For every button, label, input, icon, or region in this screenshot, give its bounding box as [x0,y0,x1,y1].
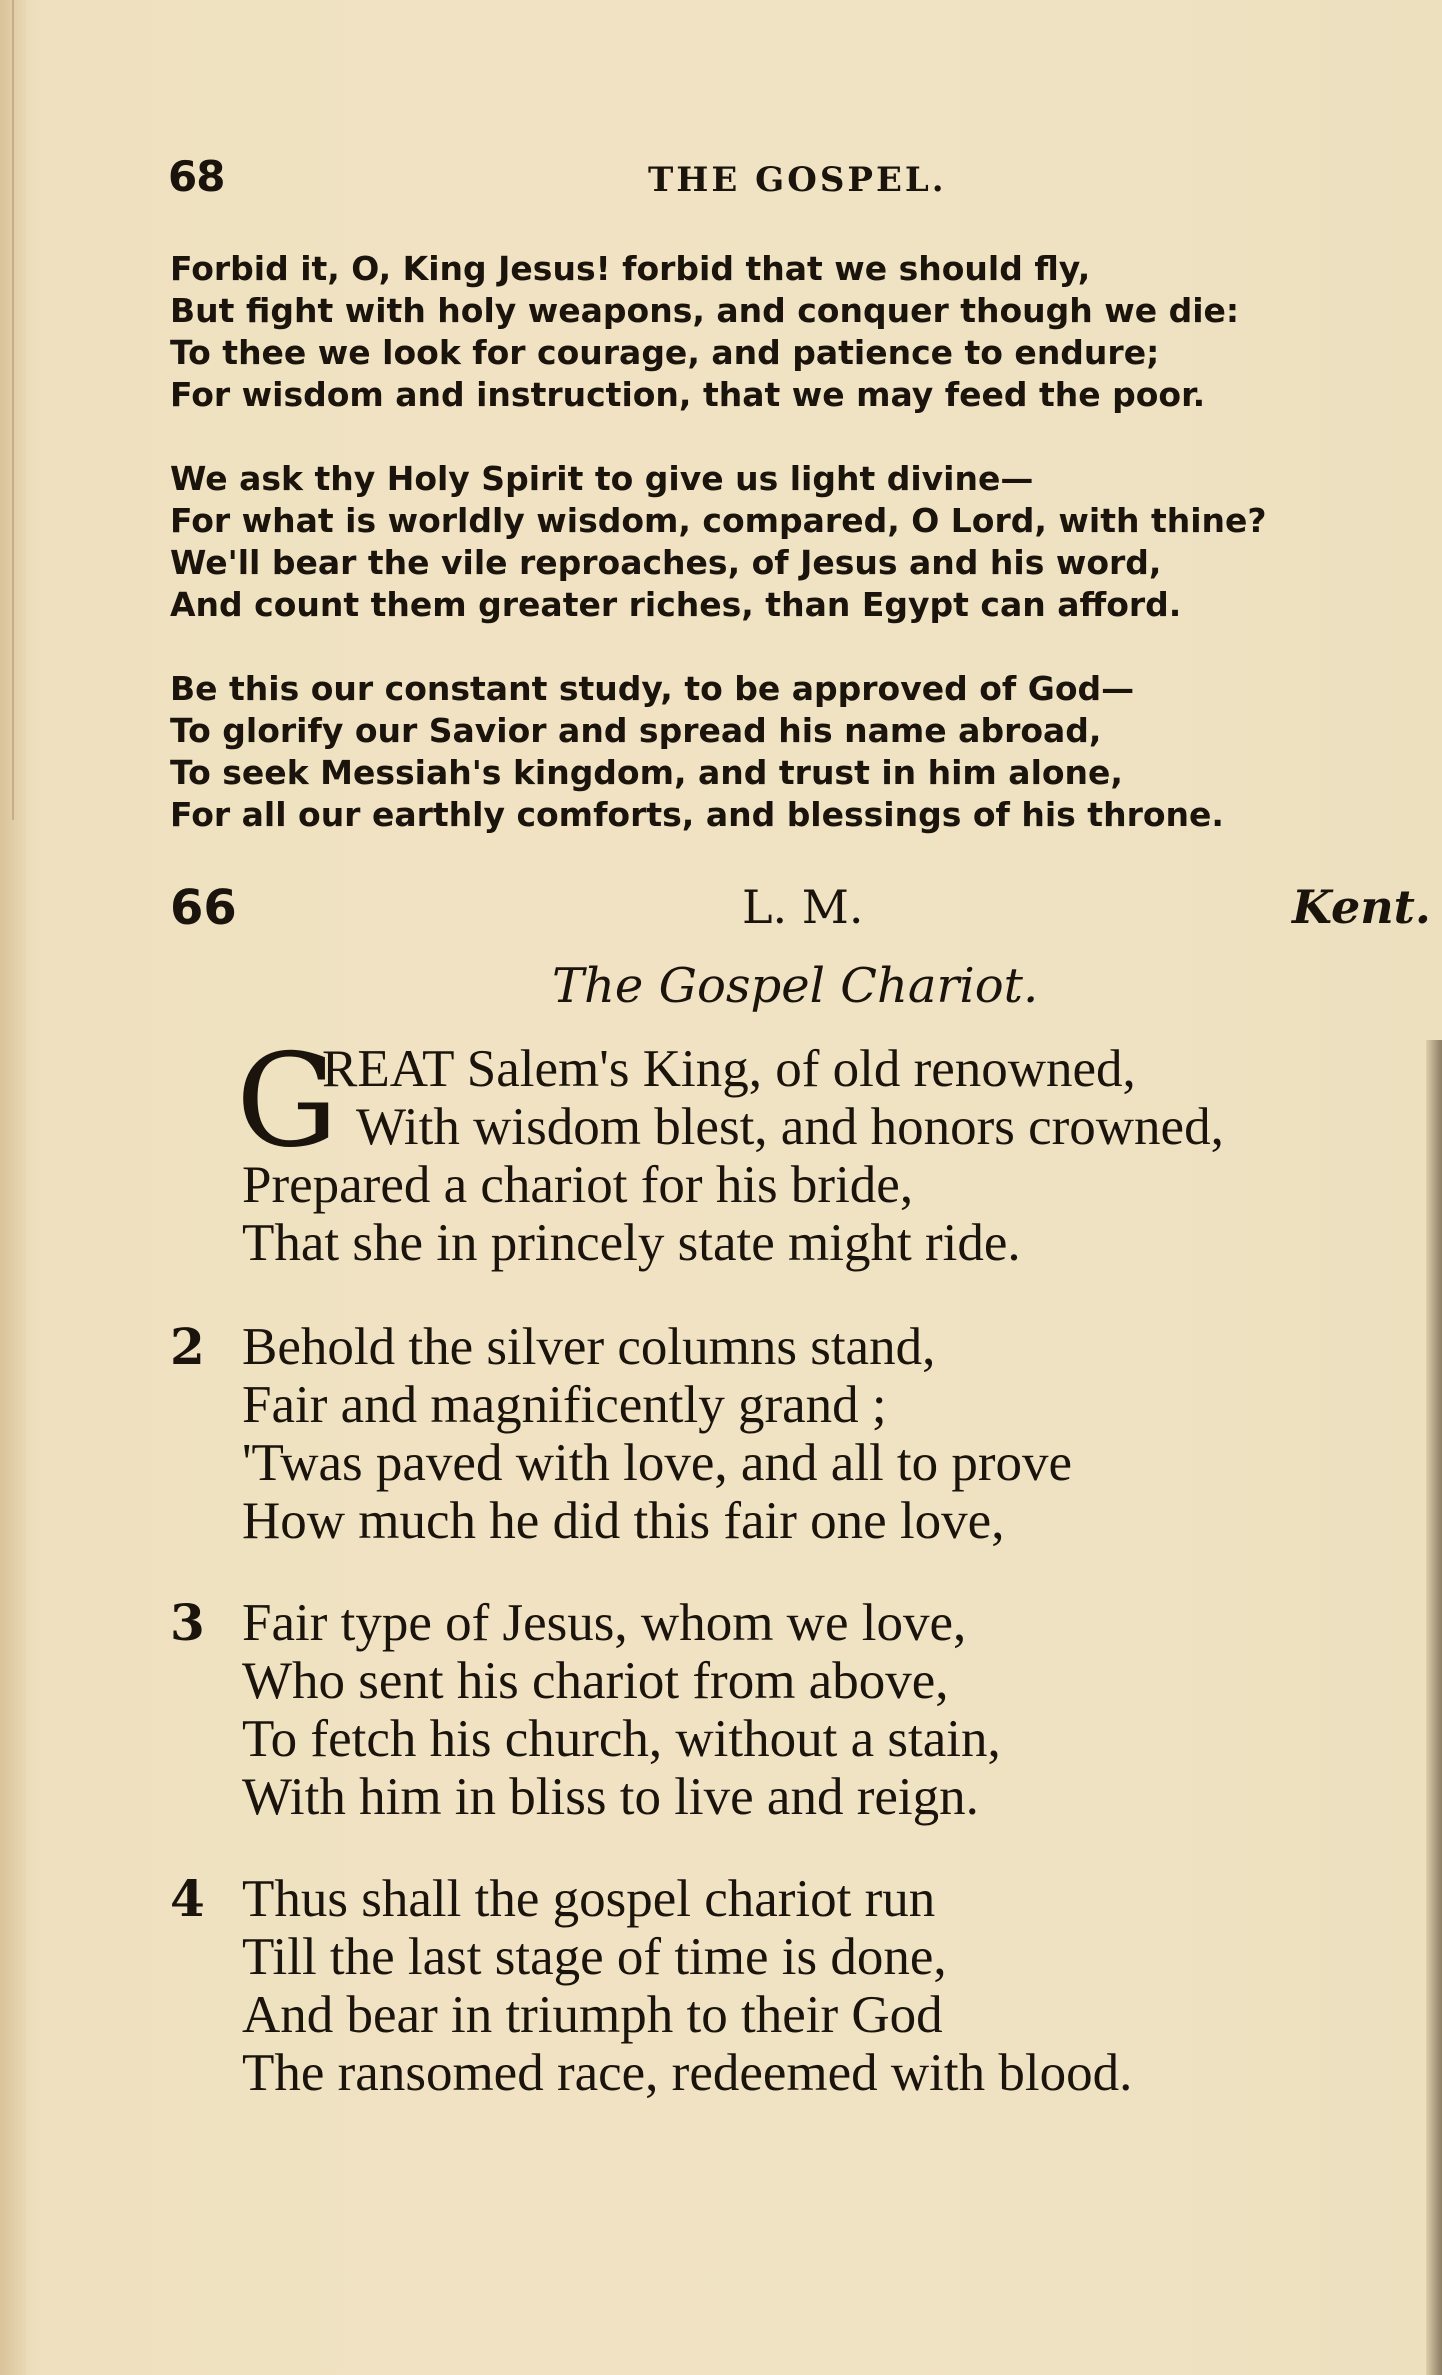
verse-line: 'Twas paved with love, and all to prove [242,1434,1073,1492]
previous-hymn-stanza-1 [170,248,1430,416]
verse-line: To glorify our Savior and spread his name abroad, [170,711,1102,750]
stanza-number: 2 [170,1317,205,1376]
hymn-title: The Gospel Chariot. [552,958,1039,1014]
verse-line: And count them greater riches, than Egypt can afford. [170,585,1182,624]
hymn-stanza-3 [242,1594,1442,1826]
hymn-number: 66 [170,880,237,936]
verse-line: With wisdom blest, and honors crowned, [356,1098,1224,1156]
hymn-meter: L. M. [742,880,864,934]
previous-hymn-stanza-3 [170,668,1430,836]
verse-line: With him in bliss to live and reign. [242,1768,979,1826]
verse-line: To fetch his church, without a stain, [242,1710,1001,1768]
verse-line: Who sent his chariot from above, [242,1652,949,1710]
verse-line: To seek Messiah's kingdom, and trust in him alone, [170,753,1123,792]
drop-cap: G [236,1027,339,1176]
verse-line: We'll bear the vile reproaches, of Jesus and his word, [170,543,1162,582]
verse-line: We ask thy Holy Spirit to give us light divine— [170,459,1034,498]
verse-line: For what is worldly wisdom, compared, O Lord, with thine? [170,501,1267,540]
verse-line: Be this our constant study, to be approved of God— [170,669,1135,708]
verse-line: REAT Salem's King, of old renowned, [322,1040,1136,1098]
verse-line: That she in princely state might ride. [242,1214,1021,1272]
verse-line: How much he did this fair one love, [242,1492,1005,1550]
verse-line: For all our earthly comforts, and blessings of his throne. [170,795,1224,834]
hymn-tune-name: Kent. [1292,880,1431,934]
verse-line: But fight with holy weapons, and conquer though we die: [170,291,1240,330]
verse-line: Prepared a chariot for his bride, [242,1156,914,1214]
hymn-stanza-1-second-line [356,1098,1442,1156]
verse-line: Till the last stage of time is done, [242,1928,947,1986]
stanza-number: 3 [170,1593,205,1652]
verse-line: Fair type of Jesus, whom we love, [242,1594,967,1652]
verse-line: Thus shall the gospel chariot run [242,1870,936,1928]
running-title: THE GOSPEL. [648,160,947,200]
verse-line: The ransomed race, redeemed with blood. [242,2044,1133,2102]
verse-line: Fair and magnificently grand ; [242,1376,887,1434]
hymn-stanza-4 [242,1870,1442,2102]
verse-line: For wisdom and instruction, that we may feed the poor. [170,375,1206,414]
verse-line: And bear in triumph to their God [242,1986,943,2044]
hymn-stanza-1-opening [322,1040,1442,1098]
previous-hymn-stanza-2 [170,458,1430,626]
page-number: 68 [168,152,225,201]
stanza-number: 4 [170,1869,205,1928]
hymn-stanza-1-rest [242,1156,1442,1272]
verse-line: Behold the silver columns stand, [242,1318,936,1376]
verse-line: To thee we look for courage, and patience to endure; [170,333,1160,372]
binding-shadow-line [12,0,14,820]
verse-line: Forbid it, O, King Jesus! forbid that we should fly, [170,249,1091,288]
hymn-stanza-2 [242,1318,1442,1550]
